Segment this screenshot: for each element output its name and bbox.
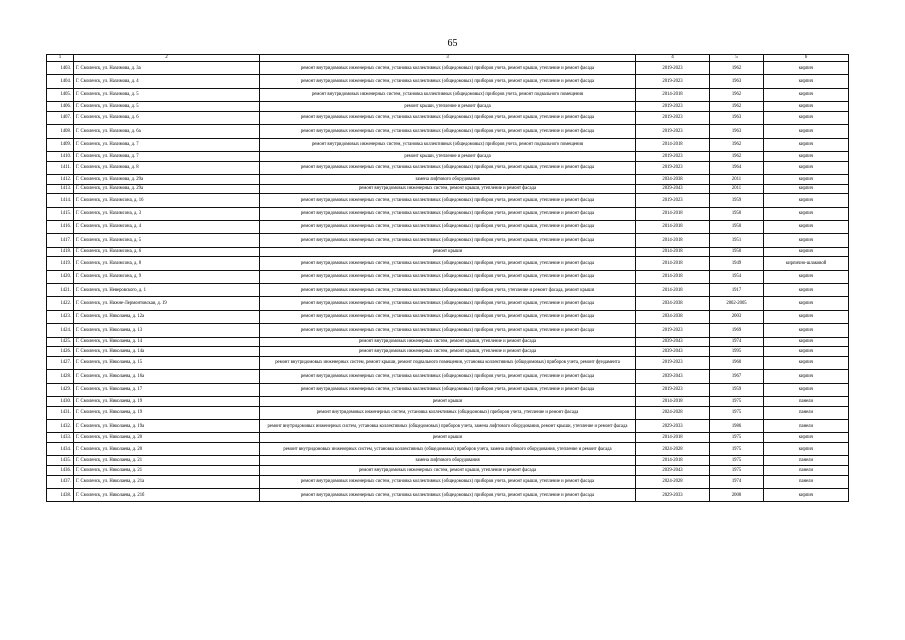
address-cell: Г. Смоленск, ул. Николаева, д. 20 [74, 442, 260, 455]
works-cell: ремонт внутридомовых инженерных систем, установка коллективных (общедомовых) приборов учета, ремонт крыши, утепление и ремонт фасада [260, 270, 636, 283]
row-number: 1438. [47, 488, 74, 501]
row-number: 1412. [47, 174, 74, 184]
table-row [47, 75, 849, 88]
year-built-cell: 1962 [710, 62, 764, 75]
wall-material-cell: кирпич [764, 356, 849, 369]
address-cell: Г. Смоленск, ул. Нахимова, д. 8 [74, 161, 260, 174]
works-cell: ремонт внутридомовых инженерных систем, установка коллективных (общедомовых) приборов учета, ремонт крыши, утепление и ремонт фасада [260, 111, 636, 124]
year-built-cell: 1950 [710, 207, 764, 220]
wall-material-cell: кирпич [764, 102, 849, 112]
wall-material-cell: кирпич [764, 247, 849, 257]
table-row [47, 396, 849, 406]
year-built-cell: 1954 [710, 270, 764, 283]
year-built-cell: 1959 [710, 383, 764, 396]
period-cell: 2024-2028 [636, 442, 710, 455]
year-built-cell: 2011 [710, 184, 764, 194]
row-number: 1417. [47, 234, 74, 247]
wall-material-cell: кирпич [764, 184, 849, 194]
table-row [47, 111, 849, 124]
address-cell: Г. Смоленск, ул. Николаева, д. 14а [74, 347, 260, 357]
works-cell: ремонт внутридомовых инженерных систем, установка коллективных (общедомовых) приборов учета, ремонт крыши, утепление и ремонт фасада [260, 194, 636, 207]
address-cell: Г. Смоленск, ул. Николаева, д. 21а [74, 475, 260, 488]
column-number: 6 [764, 55, 849, 62]
period-cell: 2039-2043 [636, 184, 710, 194]
period-cell: 2014-2018 [636, 138, 710, 151]
wall-material-cell: кирпич [764, 207, 849, 220]
period-cell: 2019-2023 [636, 75, 710, 88]
year-built-cell: 1974 [710, 475, 764, 488]
table-row [47, 324, 849, 337]
period-cell: 2024-2028 [636, 475, 710, 488]
wall-material-cell: кирпич [764, 174, 849, 184]
year-built-cell: 2003 [710, 310, 764, 323]
wall-material-cell: кирпич [764, 347, 849, 357]
table-row [47, 138, 849, 151]
period-cell: 2039-2043 [636, 465, 710, 475]
address-cell: Г. Смоленск, ул. Николаева, д. 21б [74, 488, 260, 501]
period-cell: 2039-2043 [636, 337, 710, 347]
wall-material-cell: кирпич [764, 310, 849, 323]
works-cell: ремонт внутридомовых инженерных систем, установка коллективных (общедомовых) приборов учета, ремонт крыши, утепление и ремонт фасада [260, 475, 636, 488]
row-number: 1407. [47, 111, 74, 124]
year-built-cell: 1950 [710, 247, 764, 257]
address-cell: Г. Смоленск, ул. Нижне-Лермонтовская, д. 19 [74, 297, 260, 310]
row-number: 1425. [47, 337, 74, 347]
table-row [47, 488, 849, 501]
wall-material-cell: панели [764, 396, 849, 406]
period-cell: 2014-2018 [636, 433, 710, 443]
year-built-cell: 1995 [710, 347, 764, 357]
address-cell: Г. Смоленск, ул. Нахимова, д. 7 [74, 151, 260, 161]
row-number: 1424. [47, 324, 74, 337]
works-cell: ремонт внутридомовых инженерных систем, ремонт крыши, утепление и ремонт фасада [260, 347, 636, 357]
period-cell: 2019-2023 [636, 356, 710, 369]
column-number: 2 [74, 55, 260, 62]
year-built-cell: 2000 [710, 488, 764, 501]
table-row [47, 234, 849, 247]
row-number: 1409. [47, 138, 74, 151]
works-cell: ремонт внутридомовых инженерных систем, установка коллективных (общедомовых) приборов учета, утепление и ремонт фасада [260, 406, 636, 419]
year-built-cell: 1975 [710, 406, 764, 419]
period-cell: 2014-2018 [636, 257, 710, 270]
works-cell: ремонт внутридомовых инженерных систем, установка коллективных (общедомовых) приборов учета, ремонт крыши, утепление и ремонт фасада [260, 220, 636, 233]
period-cell: 2019-2023 [636, 324, 710, 337]
wall-material-cell: панели [764, 465, 849, 475]
works-cell: ремонт крыши [260, 433, 636, 443]
year-built-cell: 1967 [710, 370, 764, 383]
table-row [47, 442, 849, 455]
address-cell: Г. Смоленск, ул. Николаева, д. 17 [74, 383, 260, 396]
works-cell: ремонт внутридомовых инженерных систем, установка коллективных (общедомовых) приборов учета, ремонт крыши, утепление и ремонт фасада [260, 257, 636, 270]
period-cell: 2014-2018 [636, 207, 710, 220]
address-cell: Г. Смоленск, ул. Нахимова, д. 7 [74, 138, 260, 151]
period-cell: 2034-2038 [636, 174, 710, 184]
address-cell: Г. Смоленск, ул. Николаева, д. 21 [74, 456, 260, 466]
address-cell: Г. Смоленск, ул. Нахимсона, д. 8 [74, 257, 260, 270]
works-cell: ремонт внутридомовых инженерных систем, ремонт крыши, утепление и ремонт фасада [260, 465, 636, 475]
address-cell: Г. Смоленск, ул. Нахимова, д. 29а [74, 184, 260, 194]
address-cell: Г. Смоленск, ул. Нахимсона, д. 16 [74, 194, 260, 207]
wall-material-cell: кирпич [764, 284, 849, 297]
works-cell: ремонт внутридомовых инженерных систем, установка коллективных (общедомовых) приборов учета, ремонт крыши, утепление и ремонт фасада [260, 75, 636, 88]
table-row [47, 406, 849, 419]
period-cell: 2014-2018 [636, 88, 710, 101]
row-number: 1426. [47, 347, 74, 357]
works-cell: замена лифтового оборудования [260, 174, 636, 184]
row-number: 1430. [47, 396, 74, 406]
table-row [47, 419, 849, 432]
period-cell: 2019-2023 [636, 62, 710, 75]
works-cell: ремонт крыши, утепление и ремонт фасада [260, 151, 636, 161]
wall-material-cell: кирпич [764, 234, 849, 247]
address-cell: Г. Смоленск, ул. Николаева, д. 13 [74, 324, 260, 337]
year-built-cell: 1917 [710, 284, 764, 297]
row-number: 1408. [47, 125, 74, 138]
row-number: 1403. [47, 62, 74, 75]
table-row [47, 475, 849, 488]
year-built-cell: 1986 [710, 419, 764, 432]
address-cell: Г. Смоленск, ул. Николаева, д. 20 [74, 433, 260, 443]
year-built-cell: 1963 [710, 125, 764, 138]
wall-material-cell: кирпич [764, 111, 849, 124]
period-cell: 2039-2043 [636, 370, 710, 383]
wall-material-cell: кирпич [764, 75, 849, 88]
year-built-cell: 1974 [710, 337, 764, 347]
works-cell: ремонт внутридомовых инженерных систем, установка коллективных (общедомовых) приборов учета, ремонт крыши, утепление и ремонт фасада [260, 310, 636, 323]
address-cell: Г. Смоленск, ул. Николаева, д. 12а [74, 310, 260, 323]
table-row [47, 88, 849, 101]
table-row [47, 465, 849, 475]
table-row [47, 337, 849, 347]
wall-material-cell: кирпич [764, 297, 849, 310]
year-built-cell: 1969 [710, 324, 764, 337]
wall-material-cell: кирпич [764, 433, 849, 443]
wall-material-cell: кирпич [764, 270, 849, 283]
wall-material-cell: кирпич [764, 151, 849, 161]
table-row [47, 370, 849, 383]
period-cell: 2019-2023 [636, 383, 710, 396]
table-row [47, 270, 849, 283]
table-row [47, 174, 849, 184]
period-cell: 2039-2043 [636, 347, 710, 357]
wall-material-cell: кирпич [764, 138, 849, 151]
year-built-cell: 1975 [710, 442, 764, 455]
works-cell: ремонт внутридомовых инженерных систем, установка коллективных (общедомовых) приборов учета, ремонт подвального помещения [260, 138, 636, 151]
column-number: 5 [710, 55, 764, 62]
wall-material-cell: кирпич [764, 194, 849, 207]
address-cell: Г. Смоленск, ул. Нахимова, д. 5 [74, 102, 260, 112]
table-row [47, 151, 849, 161]
year-built-cell: 1962 [710, 102, 764, 112]
works-cell: ремонт крыши [260, 396, 636, 406]
wall-material-cell: кирпич [764, 220, 849, 233]
wall-material-cell: кирпич [764, 324, 849, 337]
table-row [47, 356, 849, 369]
row-number: 1423. [47, 310, 74, 323]
period-cell: 2034-2038 [636, 310, 710, 323]
wall-material-cell: панели [764, 406, 849, 419]
year-built-cell: 1962 [710, 88, 764, 101]
works-cell: замена лифтового оборудования [260, 456, 636, 466]
register-table [46, 54, 849, 502]
row-number: 1434. [47, 442, 74, 455]
row-number: 1437. [47, 475, 74, 488]
row-number: 1436. [47, 465, 74, 475]
works-cell: ремонт внутридомовых инженерных систем, установка коллективных (общедомовых) приборов учета, ремонт крыши, утепление и ремонт фасада [260, 62, 636, 75]
year-built-cell: 1963 [710, 111, 764, 124]
row-number: 1435. [47, 456, 74, 466]
period-cell: 2019-2023 [636, 111, 710, 124]
year-built-cell: 2002-2005 [710, 297, 764, 310]
year-built-cell: 2011 [710, 174, 764, 184]
works-cell: ремонт внутридомовых инженерных систем, установка коллективных (общедомовых) приборов учета, замена лифтового оборудования, утепление и ремонт фасада [260, 442, 636, 455]
works-cell: ремонт внутридомовых инженерных систем, установка коллективных (общедомовых) приборов учета, ремонт крыши, утепление и ремонт фасада [260, 370, 636, 383]
table-row [47, 102, 849, 112]
wall-material-cell: кирпич [764, 488, 849, 501]
row-number: 1427. [47, 356, 74, 369]
year-built-cell: 1975 [710, 465, 764, 475]
table-row [47, 62, 849, 75]
year-built-cell: 1975 [710, 433, 764, 443]
column-number: 4 [636, 55, 710, 62]
row-number: 1406. [47, 102, 74, 112]
works-cell: ремонт внутридомовых инженерных систем, ремонт крыши, утепление и ремонт фасада [260, 337, 636, 347]
table-row [47, 220, 849, 233]
period-cell: 2014-2018 [636, 284, 710, 297]
address-cell: Г. Смоленск, ул. Нахимсона, д. 5 [74, 234, 260, 247]
year-built-cell: 1951 [710, 234, 764, 247]
table-row [47, 184, 849, 194]
works-cell: ремонт внутридомовых инженерных систем, установка коллективных (общедомовых) приборов учета, ремонт подвального помещения [260, 88, 636, 101]
year-built-cell: 1975 [710, 456, 764, 466]
row-number: 1415. [47, 207, 74, 220]
works-cell: ремонт крыши, утепление и ремонт фасада [260, 102, 636, 112]
year-built-cell: 1964 [710, 161, 764, 174]
period-cell: 2014-2018 [636, 456, 710, 466]
year-built-cell: 1960 [710, 356, 764, 369]
year-built-cell: 1963 [710, 75, 764, 88]
row-number: 1420. [47, 270, 74, 283]
address-cell: Г. Смоленск, ул. Нахимова, д. 5 [74, 88, 260, 101]
table-row [47, 247, 849, 257]
year-built-cell: 1959 [710, 194, 764, 207]
table-row [47, 347, 849, 357]
table-row [47, 257, 849, 270]
address-cell: Г. Смоленск, ул. Нахимова, д. 29а [74, 174, 260, 184]
row-number: 1432. [47, 419, 74, 432]
address-cell: Г. Смоленск, ул. Николаева, д. 14 [74, 337, 260, 347]
row-number: 1410. [47, 151, 74, 161]
works-cell: ремонт внутридомовых инженерных систем, установка коллективных (общедомовых) приборов учета, ремонт крыши, утепление и ремонт фасада [260, 125, 636, 138]
works-cell: ремонт внутридомовых инженерных систем, установка коллективных (общедомовых) приборов учета, замена лифтового оборудования, ремонт крыши, утепление и ремонт фасада [260, 419, 636, 432]
works-cell: ремонт внутридомовых инженерных систем, установка коллективных (общедомовых) приборов учета, утепление и ремонт фасада, ремонт крыши [260, 284, 636, 297]
table-row [47, 194, 849, 207]
address-cell: Г. Смоленск, ул. Нахимова, д. 4 [74, 75, 260, 88]
works-cell: ремонт внутридомовых инженерных систем, установка коллективных (общедомовых) приборов учета, ремонт крыши, утепление и ремонт фасада [260, 234, 636, 247]
column-number: 1 [47, 55, 74, 62]
year-built-cell: 1949 [710, 257, 764, 270]
page-number: 65 [447, 38, 458, 49]
year-built-cell: 1962 [710, 151, 764, 161]
period-cell: 2014-2018 [636, 270, 710, 283]
column-number: 3 [260, 55, 636, 62]
address-cell: Г. Смоленск, ул. Николаева, д. 21 [74, 465, 260, 475]
row-number: 1416. [47, 220, 74, 233]
period-cell: 2019-2023 [636, 194, 710, 207]
period-cell: 2029-2033 [636, 419, 710, 432]
address-cell: Г. Смоленск, ул. Николаева, д. 19 [74, 396, 260, 406]
works-cell: ремонт внутридомовых инженерных систем, установка коллективных (общедомовых) приборов учета, ремонт крыши, утепление и ремонт фасада [260, 297, 636, 310]
period-cell: 2014-2018 [636, 220, 710, 233]
address-cell: Г. Смоленск, ул. Николаева, д. 19 [74, 406, 260, 419]
table-row [47, 433, 849, 443]
wall-material-cell: кирпич [764, 125, 849, 138]
period-cell: 2024-2028 [636, 406, 710, 419]
works-cell: ремонт внутридомовых инженерных систем, установка коллективных (общедомовых) приборов учета, ремонт крыши, утепление и ремонт фасада [260, 324, 636, 337]
works-cell: ремонт внутридомовых инженерных систем, ремонт крыши, ремонт подвального помещения, установка коллективных (общедомовых) приборов учета, ремонт фундамента [260, 356, 636, 369]
year-built-cell: 1962 [710, 138, 764, 151]
address-cell: Г. Смоленск, ул. Нахимсона, д. 4 [74, 220, 260, 233]
works-cell: ремонт внутридомовых инженерных систем, установка коллективных (общедомовых) приборов учета, ремонт крыши, утепление и ремонт фасада [260, 207, 636, 220]
address-cell: Г. Смоленск, ул. Николаева, д. 16а [74, 370, 260, 383]
wall-material-cell: кирпич [764, 337, 849, 347]
wall-material-cell: кирпич [764, 88, 849, 101]
works-cell: ремонт крыши [260, 247, 636, 257]
row-number: 1405. [47, 88, 74, 101]
table-row [47, 456, 849, 466]
row-number: 1404. [47, 75, 74, 88]
wall-material-cell: кирпич [764, 370, 849, 383]
period-cell: 2019-2023 [636, 161, 710, 174]
period-cell: 2014-2018 [636, 234, 710, 247]
address-cell: Г. Смоленск, ул. Нахимсона, д. 9 [74, 270, 260, 283]
works-cell: ремонт внутридомовых инженерных систем, установка коллективных (общедомовых) приборов учета, ремонт крыши, утепление и ремонт фасада [260, 488, 636, 501]
wall-material-cell: кирпич [764, 383, 849, 396]
period-cell: 2019-2023 [636, 151, 710, 161]
row-number: 1414. [47, 194, 74, 207]
row-number: 1422. [47, 297, 74, 310]
wall-material-cell: кирпич [764, 442, 849, 455]
row-number: 1433. [47, 433, 74, 443]
row-number: 1418. [47, 247, 74, 257]
row-number: 1428. [47, 370, 74, 383]
address-cell: Г. Смоленск, ул. Нахимова, д. 6а [74, 125, 260, 138]
wall-material-cell: кирпич [764, 161, 849, 174]
address-cell: Г. Смоленск, ул. Николаева, д. 15 [74, 356, 260, 369]
row-number: 1429. [47, 383, 74, 396]
wall-material-cell: кирпично-шлаковой [764, 257, 849, 270]
address-cell: Г. Смоленск, ул. Нахимова, д. 3а [74, 62, 260, 75]
period-cell: 2034-2038 [636, 297, 710, 310]
table-row [47, 297, 849, 310]
address-cell: Г. Смоленск, ул. Николаева, д. 19а [74, 419, 260, 432]
address-cell: Г. Смоленск, ул. Нахимова, д. 6 [74, 111, 260, 124]
table-row [47, 125, 849, 138]
row-number: 1419. [47, 257, 74, 270]
address-cell: Г. Смоленск, ул. Нахимсона, д. 6 [74, 247, 260, 257]
table-row [47, 383, 849, 396]
works-cell: ремонт внутридомовых инженерных систем, ремонт крыши, утепление и ремонт фасада [260, 184, 636, 194]
address-cell: Г. Смоленск, ул. Неверовского, д. 1 [74, 284, 260, 297]
period-cell: 2019-2023 [636, 125, 710, 138]
table-row [47, 310, 849, 323]
year-built-cell: 1950 [710, 220, 764, 233]
wall-material-cell: панели [764, 419, 849, 432]
year-built-cell: 1975 [710, 396, 764, 406]
table-row [47, 284, 849, 297]
row-number: 1431. [47, 406, 74, 419]
wall-material-cell: панели [764, 456, 849, 466]
table-row [47, 161, 849, 174]
address-cell: Г. Смоленск, ул. Нахимсона, д. 3 [74, 207, 260, 220]
works-cell: ремонт внутридомовых инженерных систем, установка коллективных (общедомовых) приборов учета, ремонт крыши, утепление и ремонт фасада [260, 161, 636, 174]
period-cell: 2019-2023 [636, 102, 710, 112]
row-number: 1413. [47, 184, 74, 194]
period-cell: 2014-2018 [636, 396, 710, 406]
row-number: 1421. [47, 284, 74, 297]
row-number: 1411. [47, 161, 74, 174]
wall-material-cell: панели [764, 475, 849, 488]
period-cell: 2014-2018 [636, 247, 710, 257]
works-cell: ремонт внутридомовых инженерных систем, установка коллективных (общедомовых) приборов учета, ремонт крыши, утепление и ремонт фасада [260, 383, 636, 396]
period-cell: 2029-2033 [636, 488, 710, 501]
table-row [47, 207, 849, 220]
wall-material-cell: кирпич [764, 62, 849, 75]
column-number-row [47, 55, 849, 62]
